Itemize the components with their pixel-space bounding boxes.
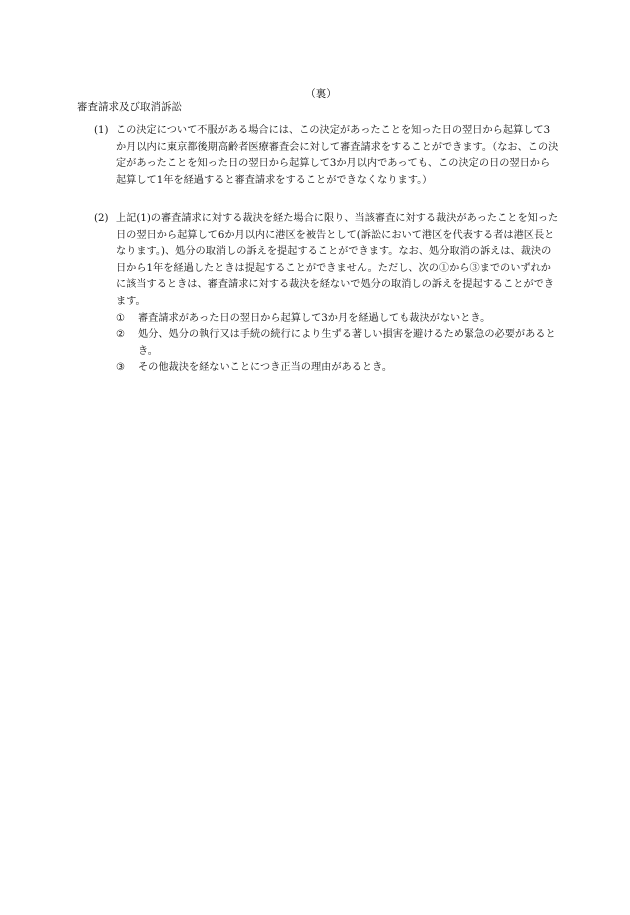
exception-list: [116, 311, 559, 377]
exception-text-2: 処分、処分の執行又は手続の続行により生ずる著しい損害を避けるため緊急の必要があるとき。: [138, 329, 556, 357]
exception-item-3: [116, 360, 559, 377]
exception-item-2: [116, 327, 559, 360]
exception-text-1: 審査請求があった日の翌日から起算して3か月を経過しても裁決がないとき。: [138, 312, 491, 324]
clause-1: [94, 123, 559, 189]
clause-2-number: (2): [94, 213, 109, 224]
clause-1-text: この決定について不服がある場合には、この決定があったことを知った日の翌日から起算して3か月以内に東京都後期高齢者医療審査会に対して審査請求をすることができます。（なお、この決定があったことを知った日の翌日から起算して3か月以内であっても、この決定の日の翌日から起算して1年を経過すると審査請求をすることができなくなります。）: [116, 125, 559, 186]
exception-mark-3: ③: [116, 362, 126, 374]
clause-1-number: (1): [94, 125, 109, 136]
exception-text-3: その他裁決を経ないことにつき正当の理由があるとき。: [138, 362, 393, 374]
section-heading: 審査請求及び取消訴訟: [77, 101, 182, 113]
exception-item-1: [116, 311, 559, 328]
page-side-label-text: （裏）: [305, 88, 337, 100]
exception-mark-2: ②: [116, 329, 126, 341]
exception-mark-1: ①: [116, 312, 126, 324]
clause-2-text: 上記(1)の審査請求に対する裁決を経た場合に限り、当該審査に対する裁決があったことを知った日の翌日から起算して6か月以内に港区を被告として(訴訟において港区を代表する者は港区長となります。)、処分の取消しの訴えを提起することができます。なお、処分取消の訴えは、裁決の日から1年を経過したときは提起することができません。ただし、次の①から③までのいずれかに該当するときは、審査請求に対する裁決を経ないで処分の取消しの訴えを提起することができます。: [116, 213, 559, 307]
clause-2: [94, 211, 559, 377]
